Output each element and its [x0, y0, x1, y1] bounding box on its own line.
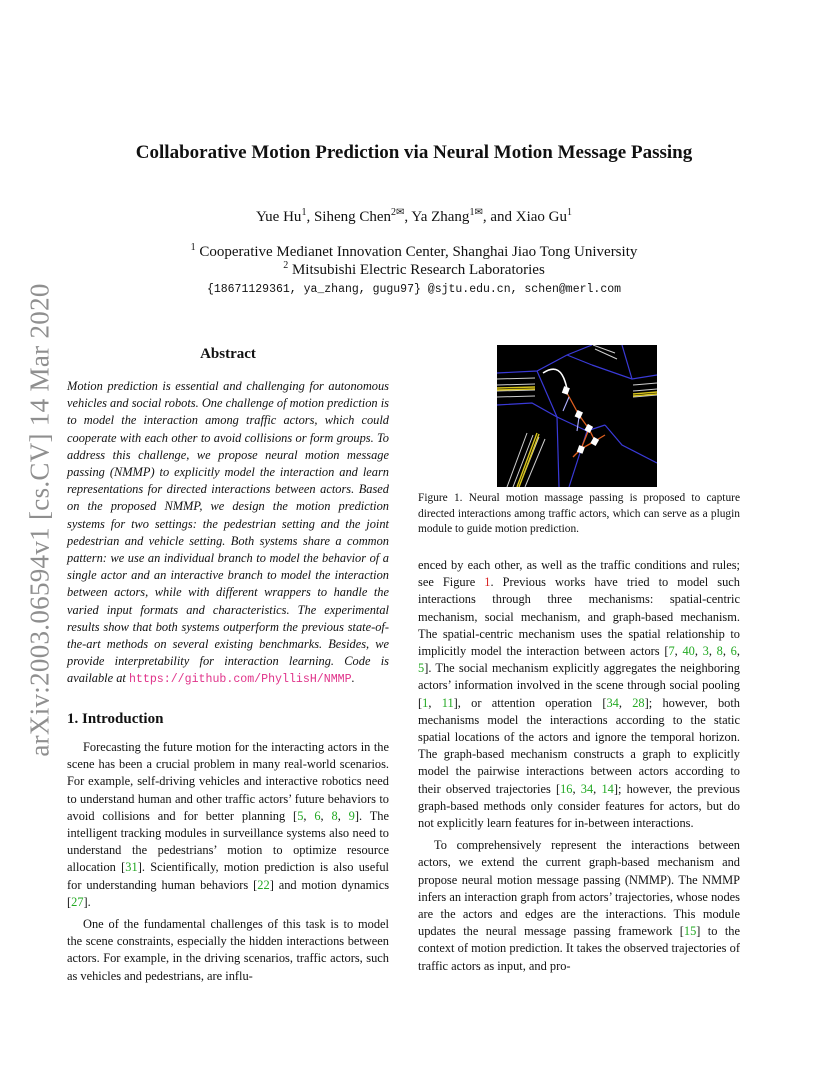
author-name: Yue Hu	[256, 209, 302, 225]
citation-link[interactable]: 34	[580, 781, 594, 796]
arxiv-stamp	[20, 280, 60, 760]
citation-link[interactable]: 11	[441, 695, 454, 710]
citation-link[interactable]: 5	[297, 808, 304, 823]
author-name: , and Xiao Gu	[482, 209, 567, 225]
figure-reference-link[interactable]: 1	[484, 575, 491, 590]
arxiv-id-text: arXiv:2003.06594v1 [cs.CV] 14 Mar 2020	[24, 283, 55, 757]
affiliation-text: Mitsubishi Electric Research Laboratories	[288, 262, 545, 278]
citation-link[interactable]: 8	[716, 644, 723, 659]
citation-link[interactable]: 5	[418, 661, 425, 676]
abstract-heading: Abstract	[200, 346, 256, 362]
author-affil-mark: 1	[301, 207, 307, 218]
citation-link[interactable]: 6	[314, 808, 321, 823]
affiliation-mark: 1	[190, 242, 196, 253]
author-name: , Siheng Chen	[306, 209, 392, 225]
citation-link[interactable]: 27	[71, 894, 84, 909]
intro-paragraph-3: enced by each other, as well as the traffic conditions and rules; see Figure 1. Previous works have tried to model such interactions through three mechanisms: spatial-centric mechanism, social mechanism, and graph-based mechanism. The spatial-centric mechanism uses the spatial relationship to implicitly model the interaction between actors [7, 40, 3, 8, 6, 5]. The social mechanism explicitly aggregates the neighboring actors’ information involved in the scene through social pooling [1, 11], or attention operation [34, 28]; however, both mechanisms model the interactions according to the static spatial locations of the actors and ignore the temporal horizon. The graph-based mechanism constructs a graph to explicitly model the pairwise interactions between actors according to their observed trajectories [16, 34, 14]; however, the previous graph-based methods only consider features for actors, but do not explicitly learn features for in-between interactions.	[418, 558, 740, 831]
paper-title: Collaborative Motion Prediction via Neural Motion Message Passing	[135, 142, 693, 163]
intro-left-column	[67, 739, 389, 985]
citation-link[interactable]: 1	[422, 695, 429, 710]
intro-paragraph-4: To comprehensively represent the interactions between actors, we extend the current graph-based mechanism and propose neural motion message passing (NMMP). The NMMP infers an interaction graph from actors’ trajectories, whose nodes are the actors and edges are the interactions. This module updates the neural message passing framework [15] to the context of motion prediction. It takes the observed trajectories of traffic actors as input, and pro-	[418, 838, 740, 973]
figure-1-image	[497, 345, 657, 487]
author-affil-mark: 1✉	[469, 207, 483, 218]
abstract-end: .	[351, 671, 355, 686]
abstract-text: Motion prediction is essential and challenging for autonomous vehicles and social robots. One challenge of motion prediction is to model the interaction among traffic actors, which could cooperate with each other to avoid collisions or form groups. To address this challenge, we propose neural motion message passing (NMMP) to explicitly model the interaction and learn representations for directed interactions between actors. Based on the proposed NMMP, we design the motion prediction systems for two settings: the pedestrian setting and the joint pedestrian and vehicle setting. Both systems share a common pattern: we use an individual branch to model the behavior of a single actor and an interactive branch to model the interaction between actors, while with different wrappers to handle the varied input formats and characteristics. The experimental results show that both systems outperform the previous state-of-the-art methods on several existing benchmarks. Besides, we provide interpretability for interaction learning. Code is available at	[67, 379, 389, 686]
author-emails: {18671129361, ya_zhang, gugu97} @sjtu.edu.cn, schen@merl.com	[206, 283, 622, 296]
affiliation-1	[0, 242, 828, 261]
citation-link[interactable]: 28	[632, 695, 645, 710]
author-affil-mark: 2✉	[391, 207, 405, 218]
intro-paragraph-2: One of the fundamental challenges of this task is to model the scene constraints, especially the hidden interactions between actors. For example, in the driving scenarios, traffic actors, such as vehicles and pedestrians, are influ-	[67, 917, 389, 983]
citation-link[interactable]: 6	[730, 644, 737, 659]
affiliation-2	[0, 260, 828, 279]
section-heading: 1. Introduction	[67, 711, 164, 727]
abstract-body	[67, 378, 389, 689]
citation-link[interactable]: 34	[606, 695, 619, 710]
intro-right-column	[418, 557, 740, 975]
intro-paragraph-1: Forecasting the future motion for the interacting actors in the scene has been a crucial problem in many real-world scenarios. For example, self-driving vehicles and interactive robotics need to understand human and other traffic actors’ future behaviors to avoid collisions and for better planning [5, 6, 8, 9]. The intelligent tracking modules in surveillance systems also need to understand the pedestrians’ motion to optimize resource allocation [31]. Scientifically, motion prediction is also useful for understanding human behaviors [22] and motion dynamics [27].	[67, 740, 390, 909]
affiliation-text: Cooperative Medianet Innovation Center, Shanghai Jiao Tong University	[195, 244, 638, 260]
citation-link[interactable]: 8	[331, 808, 338, 823]
code-link[interactable]: https://github.com/PhyllisH/NMMP	[128, 673, 352, 687]
author-list	[0, 207, 828, 226]
citation-link[interactable]: 7	[668, 644, 675, 659]
figure-1-caption: Figure 1. Neural motion massage passing is proposed to capture directed interactions among traffic actors, which can serve as a plugin module to guide motion prediction.	[418, 492, 740, 536]
author-affil-mark: 1	[566, 207, 572, 218]
citation-link[interactable]: 40	[682, 644, 695, 659]
citation-link[interactable]: 9	[348, 808, 355, 823]
author-name: , Ya Zhang	[404, 209, 470, 225]
traffic-scene-graphic	[497, 345, 657, 487]
citation-link[interactable]: 31	[125, 860, 138, 875]
citation-link[interactable]: 3	[702, 644, 709, 659]
citation-link[interactable]: 16	[560, 781, 573, 796]
citation-link[interactable]: 14	[601, 781, 614, 796]
affiliation-mark: 2	[283, 260, 289, 271]
citation-link[interactable]: 22	[257, 877, 270, 892]
citation-link[interactable]: 15	[683, 924, 697, 939]
